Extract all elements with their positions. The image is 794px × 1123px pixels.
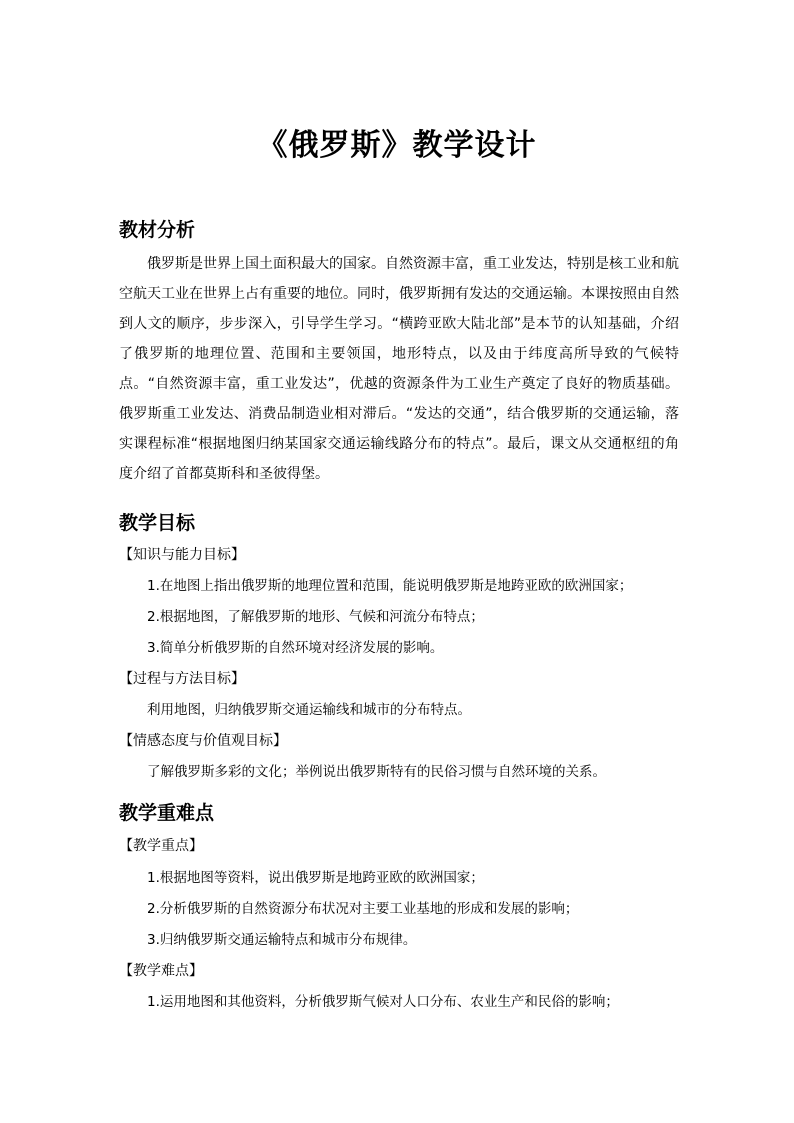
label-knowledge-goals: 【知识与能力目标】 [119, 547, 245, 563]
label-process-goals: 【过程与方法目标】 [119, 671, 245, 687]
document-title: 《俄罗斯》教学设计 [257, 128, 537, 163]
process-goal-item: 利用地图，归纳俄罗斯交通运输线和城市的分布特点。 [147, 702, 471, 718]
label-attitude-goals: 【情感态度与价值观目标】 [119, 733, 287, 749]
knowledge-goal-item: 2.根据地图，了解俄罗斯的地形、气候和河流分布特点； [147, 609, 484, 625]
heading-keypoints: 教学重难点 [119, 802, 215, 824]
heading-analysis: 教材分析 [119, 219, 196, 241]
heading-goals: 教学目标 [119, 512, 196, 534]
focus-item: 1.根据地图等资料，说出俄罗斯是地跨亚欧的欧洲国家； [147, 870, 484, 886]
attitude-goal-item: 了解俄罗斯多彩的文化；举例说出俄罗斯特有的民俗习惯与自然环境的关系。 [147, 764, 606, 780]
knowledge-goal-item: 3.简单分析俄罗斯的自然环境对经济发展的影响。 [147, 640, 444, 656]
analysis-paragraph: 俄罗斯是世界上国土面积最大的国家。自然资源丰富，重工业发达，特别是核工业和航空航天工业在世界上占有重要的地位。同时，俄罗斯拥有发达的交通运输。本课按照由自然到人文的顺序，步步深入，引导学生学习。“横跨亚欧大陆北部”是本节的认知基础，介绍了俄罗斯的地理位置、范围和主要领国，地形特点，以及由于纬度高所导致的气候特点。“自然资源丰富，重工业发达”，优越的资源条件为工业生产奠定了良好的物质基础。俄罗斯重工业发达、消费品制造业相对滞后。“发达的交通”，结合俄罗斯的交通运输，落实课程标准“根据地图归纳某国家交通运输线路分布的特点”。最后，课文从交通枢纽的角度介绍了首都莫斯科和圣彼得堡。 [119, 256, 679, 482]
knowledge-goal-item: 1.在地图上指出俄罗斯的地理位置和范围，能说明俄罗斯是地跨亚欧的欧洲国家； [147, 578, 633, 594]
focus-item: 2.分析俄罗斯的自然资源分布状况对主要工业基地的形成和发展的影响； [147, 901, 579, 917]
difficulty-item: 1.运用地图和其他资料，分析俄罗斯气候对人口分布、农业生产和民俗的影响； [147, 994, 619, 1010]
label-focus: 【教学重点】 [119, 838, 203, 854]
focus-item: 3.归纳俄罗斯交通运输特点和城市分布规律。 [147, 932, 417, 948]
label-difficulty: 【教学难点】 [119, 963, 203, 979]
